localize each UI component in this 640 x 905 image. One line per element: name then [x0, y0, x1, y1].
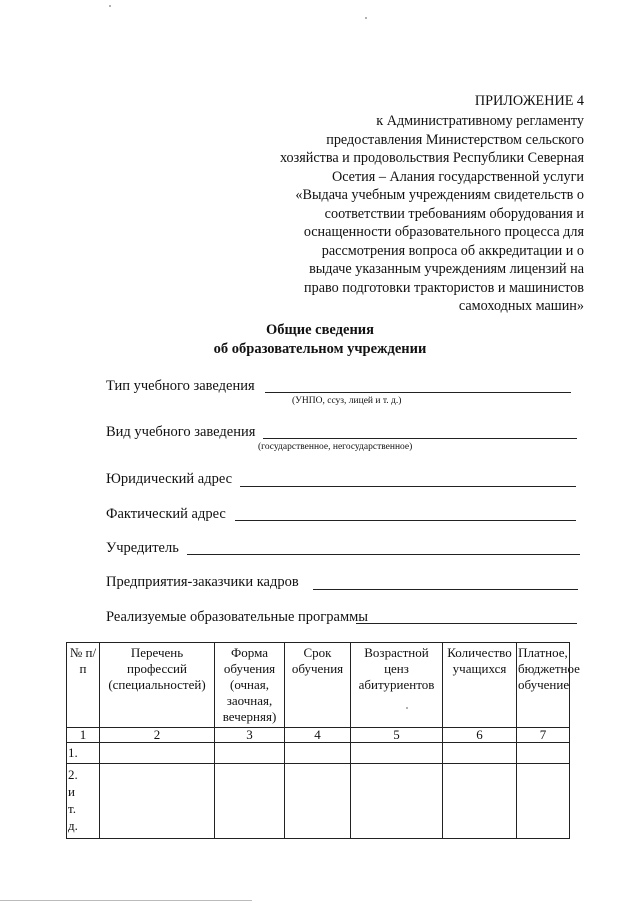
appendix-line: рассмотрения вопроса об аккредитации и о: [321, 242, 584, 259]
appendix-line: соответствии требованиям оборудования и: [324, 205, 584, 222]
section-heading-line2: об образовательном учреждении: [213, 341, 427, 357]
header-professions: Перечень профессий (специальностей): [100, 643, 215, 728]
header-study-period: Срок обучения: [285, 643, 351, 728]
institution-type-hint: (УНПО, ссуз, лицей и т. д.): [292, 396, 402, 406]
table-cell[interactable]: [100, 743, 215, 764]
founder-label: Учредитель: [106, 540, 179, 556]
header-age-limit: Возрастной ценз абитуриентов: [351, 643, 443, 728]
programs-table: [66, 642, 580, 839]
institution-kind-hint: (государственное, негосударственное): [258, 442, 413, 452]
actual-address-label: Фактический адрес: [106, 506, 226, 522]
appendix-reference: [280, 112, 584, 316]
table-cell[interactable]: [285, 743, 351, 764]
table-cell[interactable]: [517, 743, 570, 764]
table-cell[interactable]: [351, 743, 443, 764]
header-study-form: Форма обучения (очная, заочная, вечерняя): [215, 643, 285, 728]
column-number: 2: [100, 728, 215, 743]
table-cell[interactable]: [443, 764, 517, 839]
table-cell[interactable]: [517, 764, 570, 839]
column-number: 6: [443, 728, 517, 743]
row-number: 2. и т. д.: [67, 764, 100, 839]
row-number: 1.: [67, 743, 100, 764]
header-number: № п/п: [67, 643, 100, 728]
header-students-count: Количество учащихся: [443, 643, 517, 728]
column-number: 3: [215, 728, 285, 743]
table-cell[interactable]: [285, 764, 351, 839]
programs-line[interactable]: [356, 623, 577, 624]
column-number: 7: [517, 728, 570, 743]
legal-address-line[interactable]: [240, 486, 576, 487]
table-cell[interactable]: [351, 764, 443, 839]
appendix-line: предоставления Министерством сельского: [326, 131, 584, 148]
appendix-line: оснащенности образовательного процесса для: [303, 224, 584, 240]
appendix-title: ПРИЛОЖЕНИЕ 4: [474, 93, 584, 109]
institution-type-line[interactable]: [265, 392, 571, 393]
appendix-line: хозяйства и продовольствия Республики Северная: [279, 150, 584, 166]
appendix-line: самоходных машин»: [458, 298, 584, 314]
scan-edge-line: [0, 900, 252, 901]
table-row: [67, 764, 570, 839]
table-cell[interactable]: [100, 764, 215, 839]
appendix-line: «Выдача учебным учреждениям свидетельств о: [295, 187, 584, 203]
table-cell[interactable]: [443, 743, 517, 764]
employers-label: Предприятия-заказчики кадров: [106, 574, 299, 590]
institution-kind-line[interactable]: [263, 438, 577, 439]
scan-speck: [365, 17, 367, 19]
column-number: 4: [285, 728, 351, 743]
legal-address-label: Юридический адрес: [106, 471, 233, 487]
section-heading-line1: Общие сведения: [265, 322, 375, 338]
institution-type-label: Тип учебного заведения: [106, 378, 255, 394]
column-number: 5: [351, 728, 443, 743]
appendix-line: к Административному регламенту: [376, 113, 584, 129]
actual-address-line[interactable]: [235, 520, 576, 521]
appendix-line: выдаче указанным учреждениям лицензий на: [309, 261, 584, 277]
table-cell[interactable]: [215, 743, 285, 764]
programs-label: Реализуемые образовательные программы: [106, 609, 369, 625]
institution-kind-label: Вид учебного заведения: [106, 424, 256, 440]
table-header-row: [67, 643, 570, 728]
scan-speck: [109, 5, 111, 7]
scan-speck: [406, 707, 408, 709]
column-number-row: [67, 728, 570, 743]
column-number: 1: [67, 728, 100, 743]
appendix-line: Осетия – Алания государственной услуги: [331, 168, 584, 185]
table-row: [67, 743, 570, 764]
header-payment-type: Платное, бюджетное обучение: [517, 643, 570, 728]
table-cell[interactable]: [215, 764, 285, 839]
employers-line[interactable]: [313, 589, 578, 590]
appendix-line: право подготовки трактористов и машинистов: [304, 279, 584, 296]
founder-line[interactable]: [187, 554, 580, 555]
